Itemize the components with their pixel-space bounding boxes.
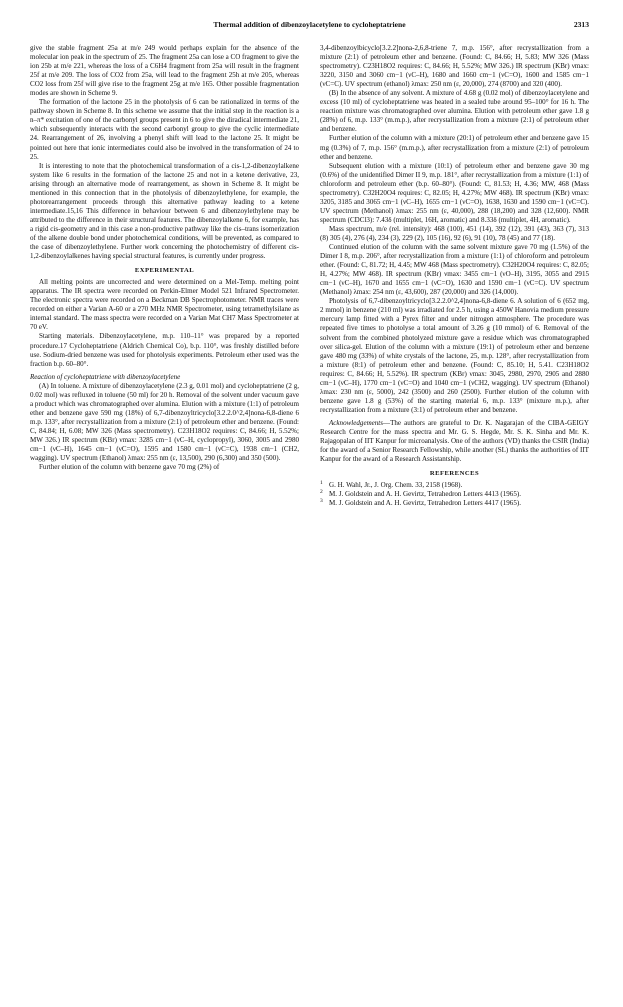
experimental-paragraph: 3,4-dibenzoylbicyclo[3.2.2]nona-2,6,8-triene 7, m.p. 156°, after recrystallization from a mixture (2:1) of petroleum ether and benzene. (Found: C, 84.66; H, 5.83; MW 326 (Mass spectrometry). C23H18O2 requires: C, 84.66; H, 5.52%; MW 326.) IR spectrum (KBr) νmax: 3220, 3150 and 3060 cm−1 (νC–H), 1680 and 1660 cm−1 (νC=O), 1600 and 1585 cm−1 (νC=C). UV spectrum (ethanol) λmax: 250 nm (ε, 20,000), 274 (8700) and 320 (400).	[320, 44, 589, 89]
reference-item	[320, 481, 589, 490]
section-heading-references: REFERENCES	[429, 470, 480, 478]
experimental-paragraph: Subsequent elution with a mixture (10:1) of petroleum ether and benzene gave 30 mg (0.6%) of the unidentified Dimer II 9, m.p. 181°, after recrystallization from a mixture (1:1) of chloroform and petroleum ether (b.p. 60–80°). (Found: C, 81.53; H, 4.36; MW, 468 (Mass spectrometry). C32H20O4 requires: C, 82.05; H, 4.27%; MW 468). IR spectrum (KBr) νmax: 3205, 3185 and 3065 cm−1 (νC–H), 1655 cm−1 (νC=O), 1638, 1630 and 1590 cm−1 (νC=C). UV spectrum (Methanol) λmax: 255 nm (ε, 40,000), 288 (18,200) and 328 (12,600). NMR spectrum (CDCl3): 7.43δ (multiplet, 16H, aromatic) and 8.33δ (multiplet, 4H, aromatic).	[320, 161, 589, 224]
body-paragraph: give the stable fragment 25a at m/e 249 would perhaps explain for the absence of the molecular ion peak in the spectrum of 25. The fragment 25a can lose a CO fragment to give the ion 25b at m/e 221, whereas the loss of a C6H4 fragment from 25a will result in the fragment 25f at m/e 209. The loss of CO2 from 25a, will lead to the fragment 25h at m/e 205, whereas CO2 loss from 25f will give rise to the fragment 25g at m/e 165. Other possible fragmentation modes are shown in Scheme 9.	[30, 44, 299, 98]
left-column	[30, 44, 299, 472]
acknowledgements-label: Acknowledgements	[329, 418, 384, 427]
section-heading-experimental: EXPERIMENTAL	[134, 267, 195, 275]
right-column	[320, 44, 589, 508]
reference-number: 3	[320, 498, 323, 505]
body-paragraph: It is interesting to note that the photochemical transformation of a cis-1,2-dibenzoylalkene system like 6 results in the formation of the lactone 25 and not in a ketene derivative, 23, arising through an alternative mode of rearrangement, as shown in Scheme 8. It might be mentioned in this connection that in the photolysis of dibenzoylethylene, for example, the photorearrangement proceeds through this alternative pathway leading to a ketene intermediate.15,16 This difference in behaviour between 6 and dibenzoylethylene may be attributed to the difference in their structural features. The dibenzoylalkene 6, for example, has a rigid cis-geometry and in this case a non-productive pathway like the cis–trans isomerization of the alkene double bond under photochemical conditions, will be prevented, as compared to the case of dibenzoylethylene. Further work concerning the photochemistry of different cis-1,2-dibenzoylalkenes having special structural features, is currently under progress.	[30, 161, 299, 261]
subsection-heading: Reaction of cycloheptatriene with dibenzoylacetylene	[30, 372, 181, 381]
experimental-paragraph: (A) In toluene. A mixture of dibenzoylacetylene (2.3 g, 0.01 mol) and cycloheptatriene (2 g, 0.02 mol) was refluxed in toluene (50 ml) for 20 h. Removal of the solvent under vacuum gave a product which was chromatographed over alumina. Elution with a mixture (1:1) of petroleum ether and benzene gave 590 mg (18%) of 6,7-dibenzoyltricyclo[3.2.2.0^2,4]nona-6,8-diene 6 m.p. 133°, after recrystallization from a mixture (2:1) of petroleum ether and benzene. (Found: C, 84.84; H, 6.08; MW 326 (Mass spectrometry). C23H18O2 requires: C, 84.66; H, 5.52%; MW 326.) IR spectrum (KBr) νmax: 3285 cm−1 (νC–H, cyclopropyl), 3060, 3005 and 2980 cm−1 (νC–H), 1645 cm−1 (νC=O), 1595 and 1580 cm−1 (νC=C), 1938 cm−1 (CH2, wagging). UV spectrum (Ethanol) λmax: 255 nm (ε, 13,500), 290 (6,300) and 350 (500).	[30, 381, 299, 463]
experimental-paragraph: Further elution of the column with a mixture (20:1) of petroleum ether and benzene gave 15 mg (0.3%) of 7, m.p. 156° (m.m.p.), after recrystallization from a mixture (2:1) of petroleum ether and benzene.	[320, 134, 589, 161]
reference-text: G. H. Wahl, Jr., J. Org. Chem. 33, 2158 (1968).	[329, 481, 463, 490]
experimental-paragraph: Continued elution of the column with the same solvent mixture gave 70 mg (1.5%) of the Dimer I 8, m.p. 206°, after recrystallization from a mixture (1:1) of chloroform and petroleum ether. (Found: C, 81.72; H, 4.45; MW 468 (Mass spectrometry). C32H20O4 requires: C, 82.05; H, 4.27%; MW 468). IR spectrum (KBr) νmax: 3455 cm−1 (νO–H), 3195, 3055 and 2915 cm−1 (νC–H), 1670 and 1655 cm−1 (νC=O), 1630 and 1590 cm−1 (νC=C). UV spectrum (Methanol) λmax: 254 nm (ε, 43,600), 287 (20,000) and 326 (14,000).	[320, 243, 589, 297]
experimental-paragraph: (B) In the absence of any solvent. A mixture of 4.68 g (0.02 mol) of dibenzoylacetylene and excess (10 ml) of cycloheptatriene was heated in a sealed tube around 95–100° for 16 h. The reaction mixture was chromatographed over alumina. Elution with petroleum ether gave 1.8 g (28%) of 6, m.p. 133° (m.m.p.), after recrystallization from a mixture (2:1) of petroleum ether and benzene.	[320, 89, 589, 134]
running-title: Thermal addition of dibenzoylacetylene to cycloheptatriene	[213, 20, 406, 29]
reference-text: M. J. Goldstein and A. H. Gevirtz, Tetrahedron Letters 4413 (1965).	[329, 490, 521, 499]
reference-number: 1	[320, 480, 323, 487]
experimental-paragraph: Further elution of the column with benzene gave 70 mg (2%) of	[39, 463, 220, 472]
reference-list	[320, 481, 589, 508]
experimental-paragraph: Mass spectrum, m/e (rel. intensity): 468 (100), 451 (14), 392 (12), 391 (43), 363 (7), 313 (8) 305 (4), 276 (4), 234 (3), 229 (2), 105 (16), 92 (6), 91 (10), 78 (45) and 77 (18).	[320, 224, 589, 242]
reference-number: 2	[320, 489, 323, 496]
acknowledgements-text: The authors are grateful to Dr. K. Nagarajan of the CIBA-GEIGY Research Centre for the mass spectra and Mr. G. S. Hegde, Mr. S. K. Sinha and Mr. K. Rajagopalan of IIT Kanpur for microanalysis. One of the authors (VD) thanks the CSIR (India) for the award of a Senior Research Fellowship, while another (SL) thanks the authorities of IIT Kanpur for the award of a Research Assistantship.	[320, 418, 589, 464]
reference-item	[320, 499, 589, 508]
page-header	[30, 20, 589, 32]
reference-item	[320, 490, 589, 499]
experimental-paragraph: Photolysis of 6,7-dibenzoyltricyclo[3.2.2.0^2,4]nona-6,8-diene 6. A solution of 6 (652 mg, 2 mmol) in benzene (210 ml) was irradiated for 2.5 h, using a 450W Hanovia medium pressure mercury lamp fitted with a Pyrex filter and under nitrogen atmosphere. The procedure was repeated five times to photolyse a total amount of 3.26 g (10 mmol) of 6. Removal of the solvent from the combined photolyzed mixture gave a residue which was chromatographed over silica-gel. Elution of the column with a mixture (19:1) of petroleum ether and benzene gave 480 mg (33%) of white crystals of the lactone, 25, m.p. 128°, after recrystallization from a mixture (8:1) of petroleum ether and benzene. (Found: C, 85.10; H, 5.41. C23H18O2 requires: C, 84.66; H, 5.52%). IR spectrum (KBr) νmax: 3045, 2980, 2970, 2905 and 2880 cm−1 (νC–H), 1770 cm−1 (νC=O) and 1040 cm−1 (νCH2, wagging). UV spectrum (Ethanol) λmax: 230 nm (ε, 5000), 242 (3500) and 260 (2500). Further elution of the column with benzene gave 1.8 g (53%) of the starting material 6, m.p. 133° (mixture m.p.), after recrystallization from a mixture (3:1) of petroleum ether and benzene.	[320, 297, 589, 414]
experimental-paragraph: Starting materials. Dibenzoylacetylene, m.p. 110–11° was prepared by a reported procedure.17 Cycloheptatriene (Aldrich Chemical Co), b.p. 110°, was freshly distilled before use. Sodium-dried benzene was used for photolysis experiments. Petroleum ether used was the fraction b.p. 60–80°.	[30, 332, 299, 368]
page-number: 2313	[573, 20, 589, 29]
experimental-paragraph: All melting points are uncorrected and were determined on a Mel-Temp. melting point apparatus. The IR spectra were recorded on Perkin-Elmer Model 521 Infrared Spectrometer. The electronic spectra were recorded on a Beckman DB Spectrophotometer. NMR traces were recorded on either a Varian A-60 or a 270 MHz NMR Spectrometer, using tetramethylsilane as internal standard. The mass spectra were recorded on a Varian Mat CH7 Mass Spectrometer at 70 eV.	[30, 278, 299, 332]
acknowledgements: Acknowledgements—The authors are grateful to Dr. K. Nagarajan of the CIBA-GEIGY Research Centre for the mass spectra and Mr. G. S. Hegde, Mr. S. K. Sinha and Mr. K. Rajagopalan of IIT Kanpur for microanalysis. One of the authors (VD) thanks the CSIR (India) for the award of a Senior Research Fellowship, while another (SL) thanks the authorities of IIT Kanpur for the award of a Research Assistantship.	[320, 418, 589, 464]
reference-text: M. J. Goldstein and A. H. Gevirtz, Tetrahedron Letters 4417 (1965).	[329, 499, 521, 508]
body-paragraph: The formation of the lactone 25 in the photolysis of 6 can be rationalized in terms of the pathway shown in Scheme 8. In this scheme we assume that the initial step in the reaction is a n–π* excitation of one of the carbonyl groups present in 6 to give the diradical intermediate 21, which subsequently interacts with the second carbonyl group to give the cyclic intermediate 24. Rearrangement of 26, involving a phenyl shift will lead to the lactone 25. It might be pointed out here that ionic intermediates could also be involved in the transformation of 24 to 25.	[30, 98, 299, 161]
